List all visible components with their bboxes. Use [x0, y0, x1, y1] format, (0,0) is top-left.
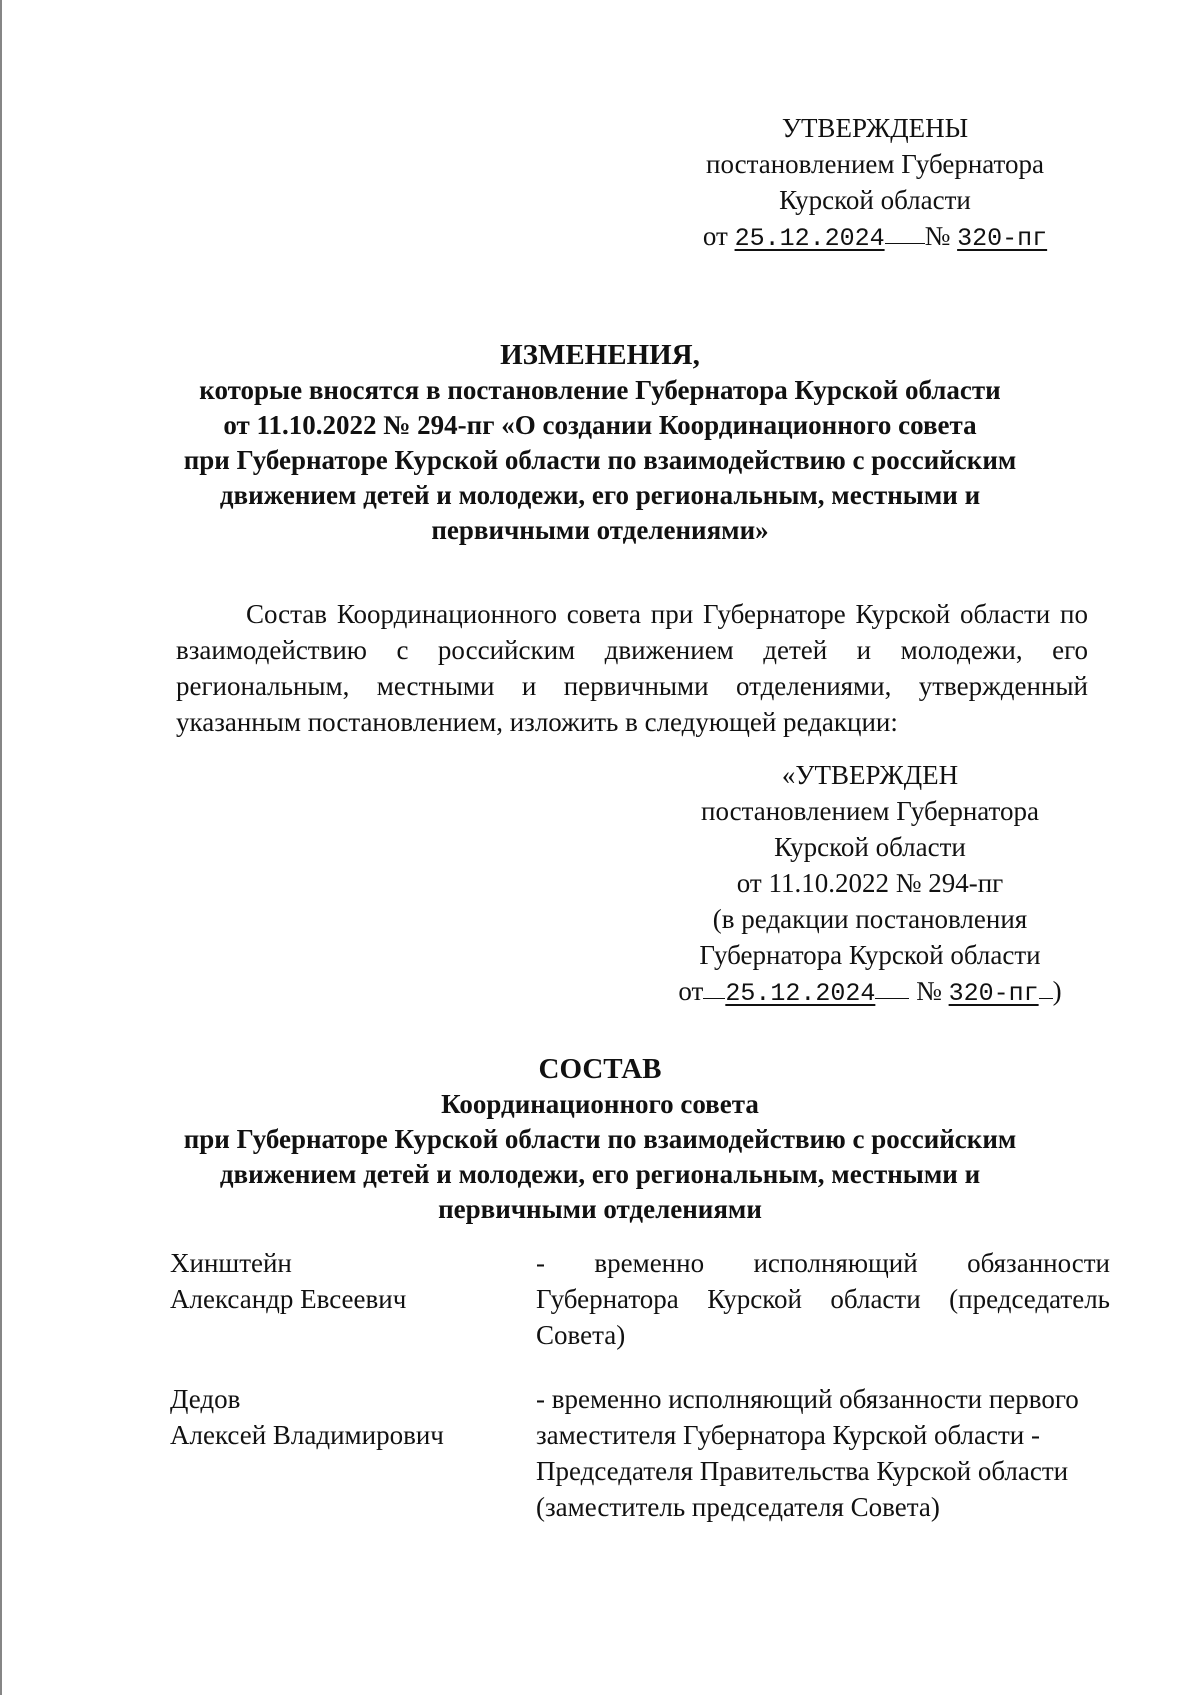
approval-title: «УТВЕРЖДЕН	[781, 760, 959, 790]
date-underline	[703, 997, 725, 999]
composition-title: СОСТАВ	[538, 1053, 662, 1085]
approval-date: 25.12.2024	[734, 224, 885, 253]
changes-heading-line: которые вносятся в постановление Губернатора Курской области	[199, 375, 1001, 405]
approval-stamp-inner	[660, 757, 1080, 1012]
member-role-line	[536, 1281, 1110, 1317]
member-name	[170, 1245, 406, 1317]
approval-number: 320-пг	[948, 979, 1039, 1008]
date-underline	[875, 997, 909, 999]
date-underline	[885, 242, 925, 244]
changes-heading-line: от 11.10.2022 № 294-пг «О создании Координационного совета	[223, 410, 977, 440]
number-prefix: №	[916, 976, 942, 1006]
approval-date-line	[660, 973, 1080, 1012]
role-word: временно	[594, 1248, 705, 1278]
intro-text: Состав Координационного совета при Губернаторе Курской области по взаимодействию с российским движением детей и молодежи, его региональным, местными и первичными отделениями, утвержденный указанным постановлением, изложить в следующей редакции:	[176, 599, 1088, 737]
role-word: обязанности	[967, 1248, 1110, 1278]
composition-heading-line: первичными отделениями	[438, 1194, 762, 1224]
member-role-line: Совета)	[536, 1320, 626, 1350]
approval-line: Курской области	[774, 832, 966, 862]
approval-line: от 11.10.2022 № 294-пг	[736, 868, 1004, 898]
role-word: (председатель	[949, 1284, 1110, 1314]
approval-number: 320-пг	[957, 224, 1048, 253]
member-role-line: Председателя Правительства Курской области	[536, 1456, 1069, 1486]
number-underline	[1039, 997, 1053, 999]
intro-paragraph	[176, 596, 1088, 740]
changes-title: ИЗМЕНЕНИЯ,	[500, 339, 700, 371]
date-prefix: от	[702, 221, 728, 251]
approval-line: постановлением Губернатора	[701, 796, 1039, 826]
member-role-line	[536, 1245, 1110, 1281]
member-surname: Дедов	[170, 1384, 241, 1414]
approval-stamp-top	[680, 110, 1070, 257]
member-role	[536, 1245, 1110, 1353]
composition-heading-line: Координационного совета	[441, 1089, 759, 1119]
role-word: области	[830, 1284, 921, 1314]
member-role	[536, 1381, 1110, 1525]
page-edge	[0, 0, 2, 1695]
member-role-line: - временно исполняющий обязанности первого	[536, 1384, 1079, 1414]
role-word: Курской	[707, 1284, 802, 1314]
changes-heading-line: при Губернаторе Курской области по взаимодействию с российским	[183, 445, 1017, 475]
changes-heading-line: первичными отделениями»	[431, 515, 769, 545]
approval-line: Курской области	[779, 185, 971, 215]
member-name	[170, 1381, 444, 1453]
member-role-line: (заместитель председателя Совета)	[536, 1492, 940, 1522]
approval-line: (в редакции постановления	[712, 904, 1028, 934]
member-given-name: Александр Евсеевич	[170, 1284, 407, 1314]
composition-heading-line: при Губернаторе Курской области по взаимодействию с российским	[183, 1124, 1017, 1154]
number-prefix: №	[924, 221, 951, 251]
changes-heading	[150, 338, 1050, 548]
approval-date-line	[680, 218, 1070, 257]
role-word: Губернатора	[536, 1284, 679, 1314]
closing-paren: )	[1052, 976, 1062, 1006]
member-given-name: Алексей Владимирович	[170, 1420, 444, 1450]
approval-line: постановлением Губернатора	[706, 149, 1044, 179]
member-surname: Хинштейн	[170, 1248, 292, 1278]
approval-line: Губернатора Курской области	[699, 940, 1041, 970]
date-prefix: от	[678, 976, 704, 1006]
changes-heading-line: движением детей и молодежи, его региональным, местными и	[219, 480, 981, 510]
approval-title: УТВЕРЖДЕНЫ	[781, 113, 969, 143]
composition-heading	[150, 1052, 1050, 1227]
composition-heading-line: движением детей и молодежи, его региональным, местными и	[219, 1159, 981, 1189]
role-word: исполняющий	[753, 1248, 918, 1278]
role-word: -	[536, 1248, 545, 1278]
approval-date: 25.12.2024	[725, 979, 876, 1008]
member-role-line: заместителя Губернатора Курской области -	[536, 1420, 1040, 1450]
